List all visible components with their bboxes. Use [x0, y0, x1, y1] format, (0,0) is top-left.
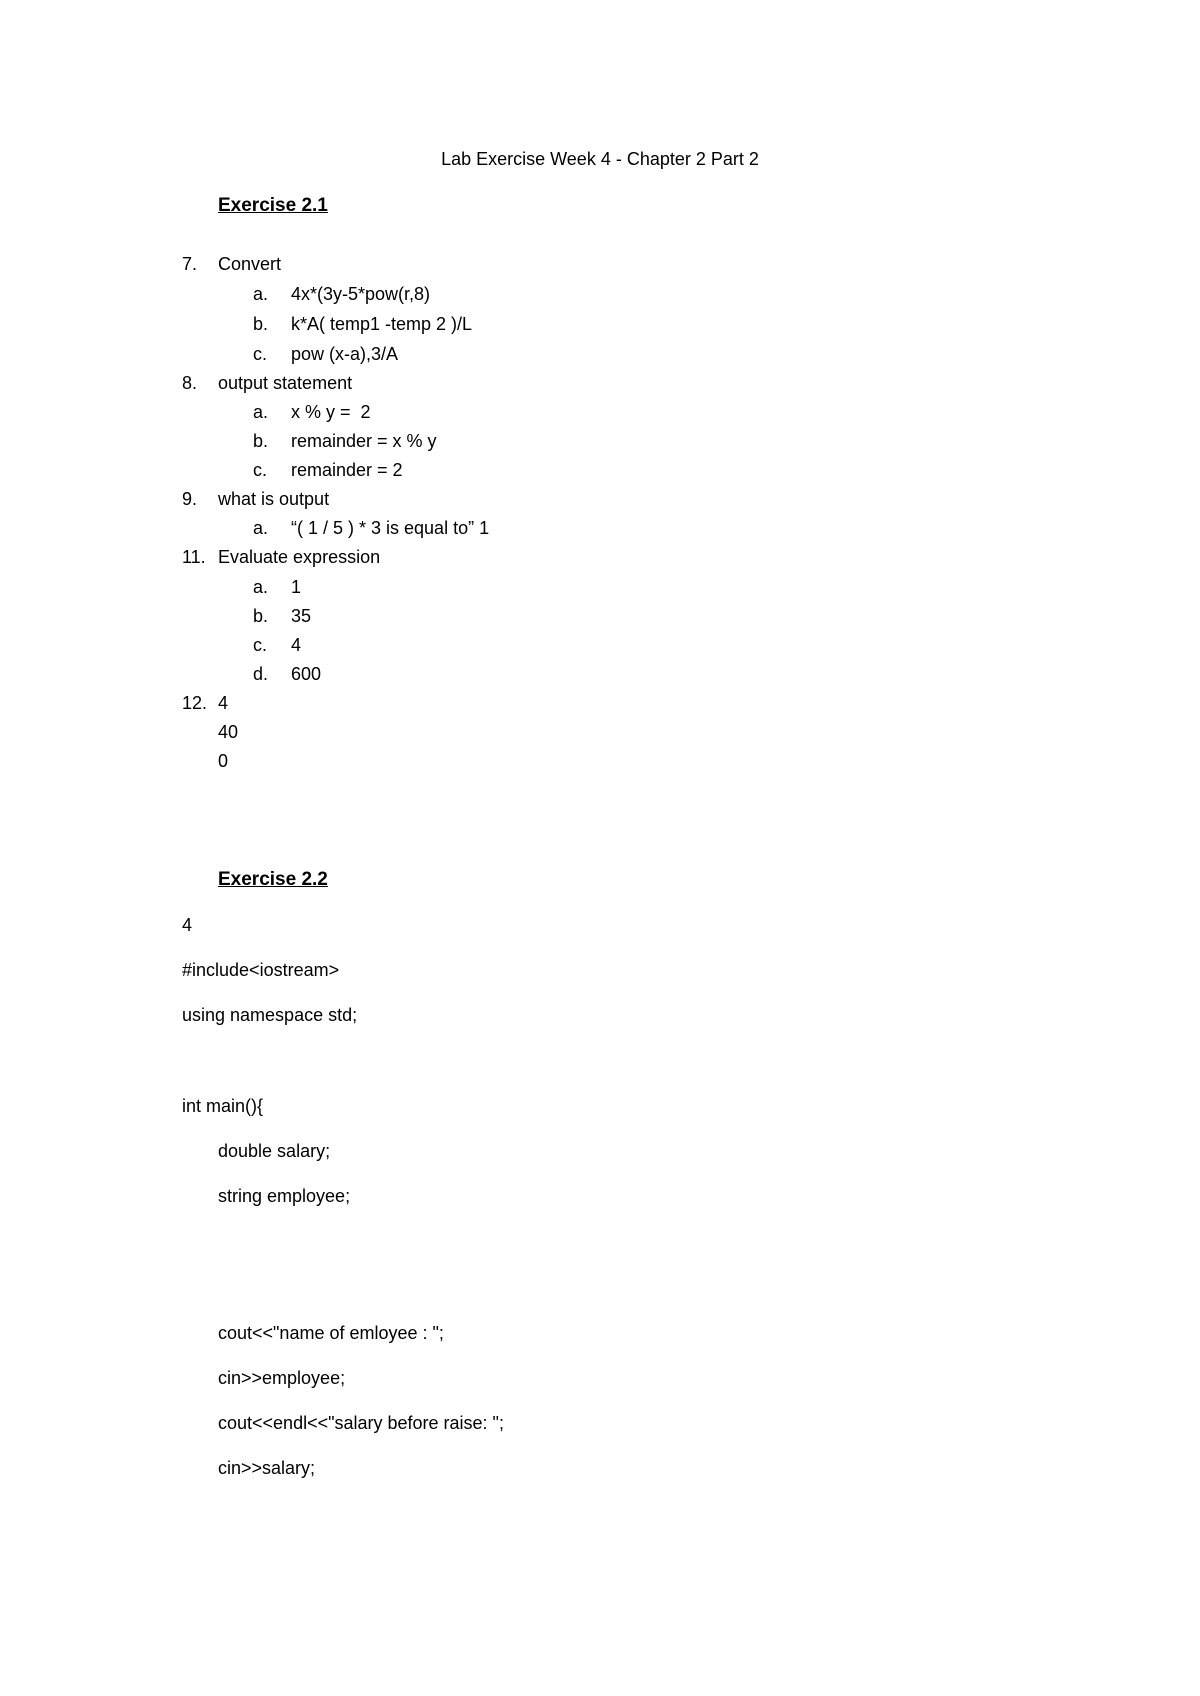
- list-item: 1: [291, 577, 302, 597]
- list-item-label: c.: [253, 460, 268, 480]
- list-item-label: a.: [253, 402, 269, 422]
- question-8-text: output statement: [218, 373, 353, 393]
- list-item-label: a.: [253, 577, 269, 597]
- question-12-number: 12.: [182, 693, 208, 713]
- question-9-number: 9.: [182, 489, 198, 509]
- list-item: k*A( temp1 -temp 2 )/L: [291, 314, 473, 334]
- list-item: 600: [291, 664, 322, 684]
- question-7-text: Convert: [218, 254, 282, 274]
- exercise-2-1-heading: Exercise 2.1: [218, 195, 328, 216]
- list-item-label: c.: [253, 344, 268, 364]
- question-11-number: 11.: [182, 547, 206, 567]
- list-item-label: b.: [253, 431, 269, 451]
- question-7-number: 7.: [182, 254, 198, 274]
- list-item-label: c.: [253, 635, 268, 655]
- question-12-line: 40: [218, 722, 239, 742]
- list-item: pow (x-a),3/A: [291, 344, 399, 364]
- list-item: x % y = 2: [291, 402, 371, 422]
- list-item: “( 1 / 5 ) * 3 is equal to” 1: [291, 518, 490, 538]
- question-9-text: what is output: [218, 489, 330, 509]
- list-item-label: a.: [253, 284, 269, 304]
- code-line-include: #include<iostream>: [182, 960, 340, 980]
- list-item: remainder = x % y: [291, 431, 437, 451]
- list-item: 4: [291, 635, 302, 655]
- question-11-text: Evaluate expression: [218, 547, 381, 567]
- code-line-namespace: using namespace std;: [182, 1005, 358, 1025]
- code-line-employee-declaration: string employee;: [218, 1186, 351, 1206]
- code-line-main: int main(){: [182, 1096, 264, 1116]
- code-line-salary-declaration: double salary;: [218, 1141, 331, 1161]
- code-line-cin-employee: cin>>employee;: [218, 1368, 346, 1388]
- exercise-2-2-heading: Exercise 2.2: [218, 869, 328, 890]
- list-item: remainder = 2: [291, 460, 403, 480]
- list-item-label: b.: [253, 314, 269, 334]
- list-item: 35: [291, 606, 312, 626]
- code-line-cout-name: cout<<"name of emloyee : ";: [218, 1323, 444, 1343]
- list-item: 4x*(3y-5*pow(r,8): [291, 284, 431, 304]
- list-item-label: b.: [253, 606, 269, 626]
- code-line-cout-salary: cout<<endl<<"salary before raise: ";: [218, 1413, 504, 1433]
- code-line-cin-salary: cin>>salary;: [218, 1458, 316, 1478]
- question-12-line: 4: [218, 693, 229, 713]
- question-12-line: 0: [218, 751, 229, 771]
- list-item-label: d.: [253, 664, 269, 684]
- list-item-label: a.: [253, 518, 269, 538]
- document-title: Lab Exercise Week 4 - Chapter 2 Part 2: [441, 149, 759, 169]
- question-8-number: 8.: [182, 373, 198, 393]
- exercise-2-2-number: 4: [182, 915, 193, 935]
